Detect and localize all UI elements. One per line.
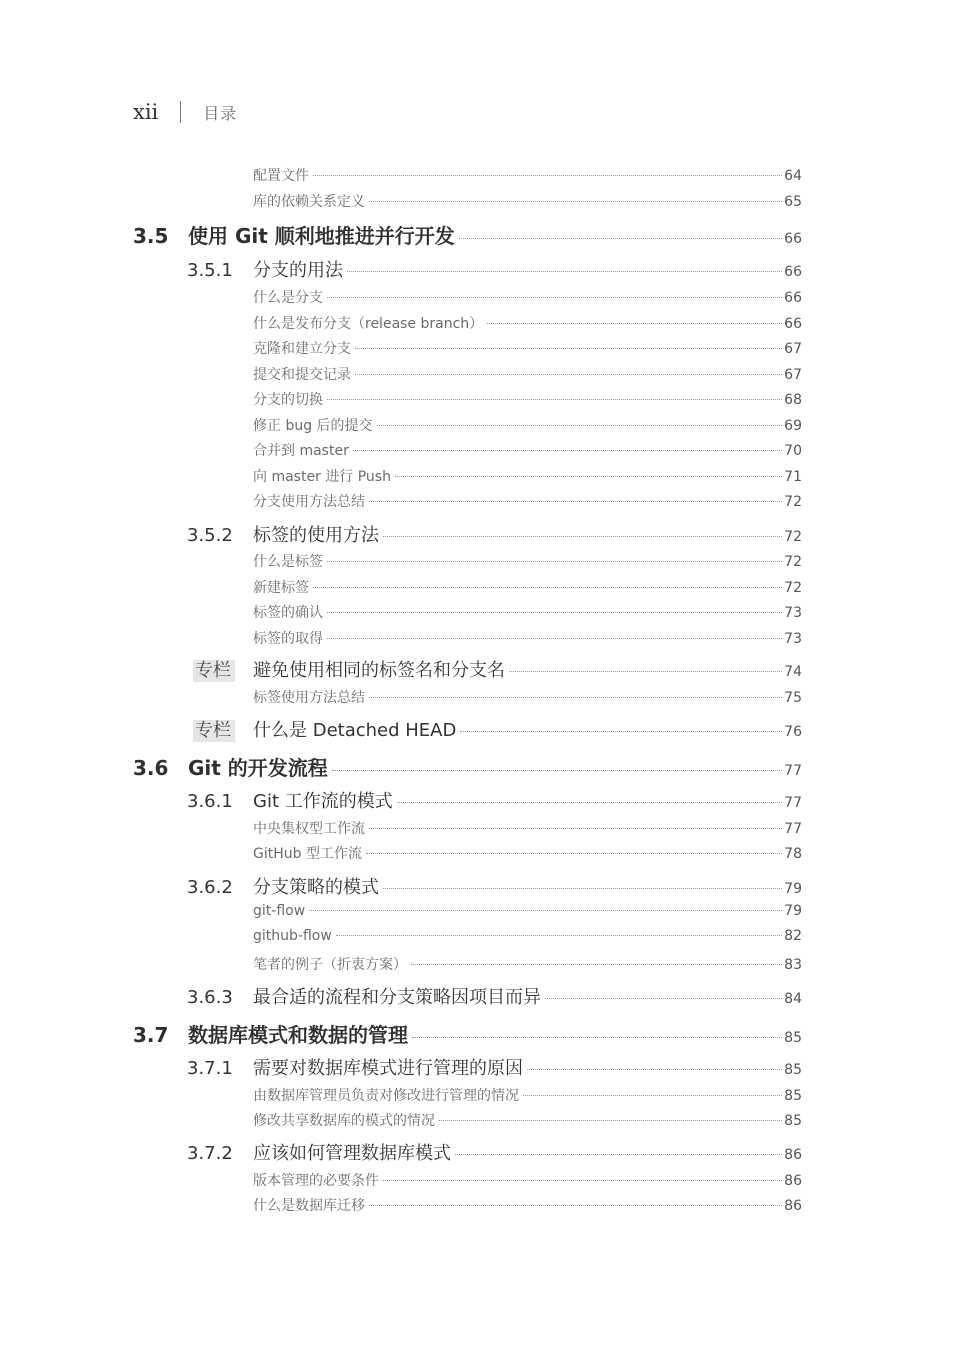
toc-entry-column [193, 656, 802, 682]
toc-entry-section [133, 1019, 802, 1048]
entry-title: github-flow [253, 928, 332, 944]
page-ref: 65 [784, 194, 802, 210]
dot-leader [327, 399, 782, 400]
dot-leader [369, 501, 782, 502]
column-badge: 专栏 [193, 660, 235, 682]
page-number: xii [133, 100, 159, 124]
entry-title: 新建标签 [253, 580, 309, 596]
entry-title: 标签的取得 [253, 631, 323, 647]
entry-title: 中央集权型工作流 [253, 821, 365, 837]
dot-leader [509, 671, 782, 672]
page-ref: 67 [784, 341, 802, 357]
toc-entry-item [253, 415, 802, 435]
dot-leader [369, 697, 782, 698]
dot-leader [369, 1205, 782, 1206]
dot-leader [395, 476, 782, 477]
dot-leader [355, 348, 782, 349]
entry-title: 分支策略的模式 [253, 877, 379, 898]
page-ref: 79 [784, 903, 802, 919]
toc-entry-item [253, 440, 802, 460]
page-ref: 71 [784, 469, 802, 485]
entry-title: 修正 bug 后的提交 [253, 418, 373, 434]
section-number: 3.6.2 [187, 877, 233, 898]
page-ref: 73 [784, 605, 802, 621]
entry-title: 需要对数据库模式进行管理的原因 [253, 1058, 523, 1079]
dot-leader [313, 175, 782, 176]
toc-entry-section [133, 220, 802, 249]
page-ref: 86 [784, 1198, 802, 1214]
section-number: 3.6 [133, 756, 169, 780]
page-ref: 82 [784, 928, 802, 944]
entry-title: 应该如何管理数据库模式 [253, 1143, 451, 1164]
page-ref: 67 [784, 367, 802, 383]
page-ref: 77 [784, 795, 802, 811]
page-ref: 72 [784, 494, 802, 510]
section-number: 3.7 [133, 1023, 169, 1047]
dot-leader [523, 1095, 782, 1096]
entry-title: 使用 Git 顺利地推进并行开发 [188, 224, 455, 248]
toc-entry-sub [187, 873, 802, 899]
toc-entry-item [253, 928, 802, 944]
entry-title: 标签的使用方法 [253, 525, 379, 546]
entry-title: 分支使用方法总结 [253, 494, 365, 510]
section-number: 3.7.1 [187, 1058, 233, 1079]
dot-leader [455, 1154, 782, 1155]
dot-leader [332, 770, 782, 771]
toc-entry-item [253, 466, 802, 486]
dot-leader [412, 1037, 782, 1038]
toc-entry-item [253, 491, 802, 511]
page-ref: 85 [784, 1030, 802, 1046]
dot-leader [411, 964, 782, 965]
toc-entry-item [253, 338, 802, 358]
toc-entry-item [253, 687, 802, 707]
entry-title: 什么是标签 [253, 554, 323, 570]
toc-entry-column [193, 716, 802, 742]
section-number: 3.5.2 [187, 525, 233, 546]
page-ref: 77 [784, 763, 802, 779]
dot-leader [439, 1120, 782, 1121]
dot-leader [487, 323, 782, 324]
toc-entry-item [253, 903, 802, 919]
dot-leader [383, 1180, 782, 1181]
entry-title: 配置文件 [253, 168, 309, 184]
toc-entry-item [253, 628, 802, 648]
page-ref: 72 [784, 580, 802, 596]
toc-entry-sub [187, 256, 802, 282]
dot-leader [327, 638, 782, 639]
running-title: 目录 [203, 103, 238, 123]
toc-entry-item [253, 364, 802, 384]
entry-title: 避免使用相同的标签名和分支名 [253, 660, 505, 681]
entry-title: 提交和提交记录 [253, 367, 351, 383]
page-ref: 85 [784, 1088, 802, 1104]
entry-title: 由数据库管理员负责对修改进行管理的情况 [253, 1088, 519, 1104]
page-ref: 86 [784, 1173, 802, 1189]
section-number: 3.6.1 [187, 791, 233, 812]
dot-leader [460, 731, 782, 732]
entry-title: GitHub 型工作流 [253, 846, 362, 862]
entry-title: 分支的用法 [253, 260, 343, 281]
dot-leader [369, 828, 782, 829]
dot-leader [353, 450, 782, 451]
page-ref: 78 [784, 846, 802, 862]
toc-entry-item [253, 818, 802, 838]
dot-leader [313, 587, 782, 588]
entry-title: 什么是 Detached HEAD [253, 720, 457, 741]
page-ref: 85 [784, 1113, 802, 1129]
entry-title: 标签的确认 [253, 605, 323, 621]
dot-leader [527, 1069, 782, 1070]
entry-title: 什么是数据库迁移 [253, 1198, 365, 1214]
page-ref: 69 [784, 418, 802, 434]
toc-entry-item [253, 577, 802, 597]
entry-title: 什么是分支 [253, 290, 323, 306]
page-ref: 68 [784, 392, 802, 408]
page-ref: 86 [784, 1147, 802, 1163]
dot-leader [309, 910, 782, 911]
page-ref: 72 [784, 529, 802, 545]
page-ref: 72 [784, 554, 802, 570]
toc-entry-section [133, 752, 802, 781]
toc-entry-item [253, 287, 802, 307]
dot-leader [347, 271, 782, 272]
page-ref: 77 [784, 821, 802, 837]
dot-leader [459, 238, 782, 239]
page-ref: 79 [784, 881, 802, 897]
dot-leader [545, 998, 782, 999]
dot-leader [327, 297, 782, 298]
dot-leader [383, 536, 782, 537]
dot-leader [369, 201, 782, 202]
page-ref: 74 [784, 664, 802, 680]
toc-entry-item [253, 954, 802, 974]
toc-entry-item [253, 165, 802, 185]
page-ref: 66 [784, 264, 802, 280]
toc-entry-sub [187, 1139, 802, 1165]
page-ref: 75 [784, 690, 802, 706]
entry-title: 库的依赖关系定义 [253, 194, 365, 210]
entry-title: 向 master 进行 Push [253, 469, 391, 485]
toc-entry-item [253, 1195, 802, 1215]
toc-entry-item [253, 551, 802, 571]
section-number: 3.5 [133, 224, 169, 248]
page-ref: 83 [784, 957, 802, 973]
column-badge: 专栏 [193, 720, 235, 742]
page-ref: 85 [784, 1062, 802, 1078]
toc-entry-item [253, 1170, 802, 1190]
entry-title: 版本管理的必要条件 [253, 1173, 379, 1189]
toc-entry-sub [187, 1054, 802, 1080]
entry-title: 分支的切换 [253, 392, 323, 408]
toc-entry-item [253, 602, 802, 622]
page-ref: 64 [784, 168, 802, 184]
entry-title: Git 的开发流程 [188, 756, 328, 780]
page-ref: 76 [784, 724, 802, 740]
entry-title: Git 工作流的模式 [253, 791, 393, 812]
entry-title: 修改共享数据库的模式的情况 [253, 1113, 435, 1129]
page-ref: 66 [784, 290, 802, 306]
toc-entry-item [253, 1110, 802, 1130]
dot-leader [397, 802, 782, 803]
section-number: 3.5.1 [187, 260, 233, 281]
section-number: 3.6.3 [187, 987, 233, 1008]
page-ref: 84 [784, 991, 802, 1007]
entry-title: 数据库模式和数据的管理 [188, 1023, 408, 1047]
entry-title: 合并到 master [253, 443, 349, 459]
section-number: 3.7.2 [187, 1143, 233, 1164]
dot-leader [327, 561, 782, 562]
page-ref: 73 [784, 631, 802, 647]
toc-entry-sub [187, 983, 802, 1009]
dot-leader [383, 888, 782, 889]
toc-entry-item [253, 191, 802, 211]
dot-leader [366, 853, 782, 854]
entry-title: git-flow [253, 903, 306, 919]
toc-entry-item [253, 1085, 802, 1105]
page-ref: 70 [784, 443, 802, 459]
column-label [193, 656, 253, 682]
entry-title: 标签使用方法总结 [253, 690, 365, 706]
dot-leader [336, 935, 782, 936]
toc-entry-item [253, 313, 802, 333]
page-ref: 66 [784, 316, 802, 332]
toc-entry-item [253, 843, 802, 863]
entry-title: 笔者的例子（折衷方案） [253, 957, 407, 973]
dot-leader [377, 425, 783, 426]
entry-title: 什么是发布分支（release branch） [253, 316, 484, 332]
dot-leader [327, 612, 782, 613]
entry-title: 最合适的流程和分支策略因项目而异 [253, 987, 541, 1008]
dot-leader [355, 374, 782, 375]
toc-entry-sub [187, 521, 802, 547]
page-ref: 66 [784, 231, 802, 247]
column-label [193, 716, 253, 742]
toc-entry-item [253, 389, 802, 409]
toc-entry-sub [187, 787, 802, 813]
entry-title: 克隆和建立分支 [253, 341, 351, 357]
